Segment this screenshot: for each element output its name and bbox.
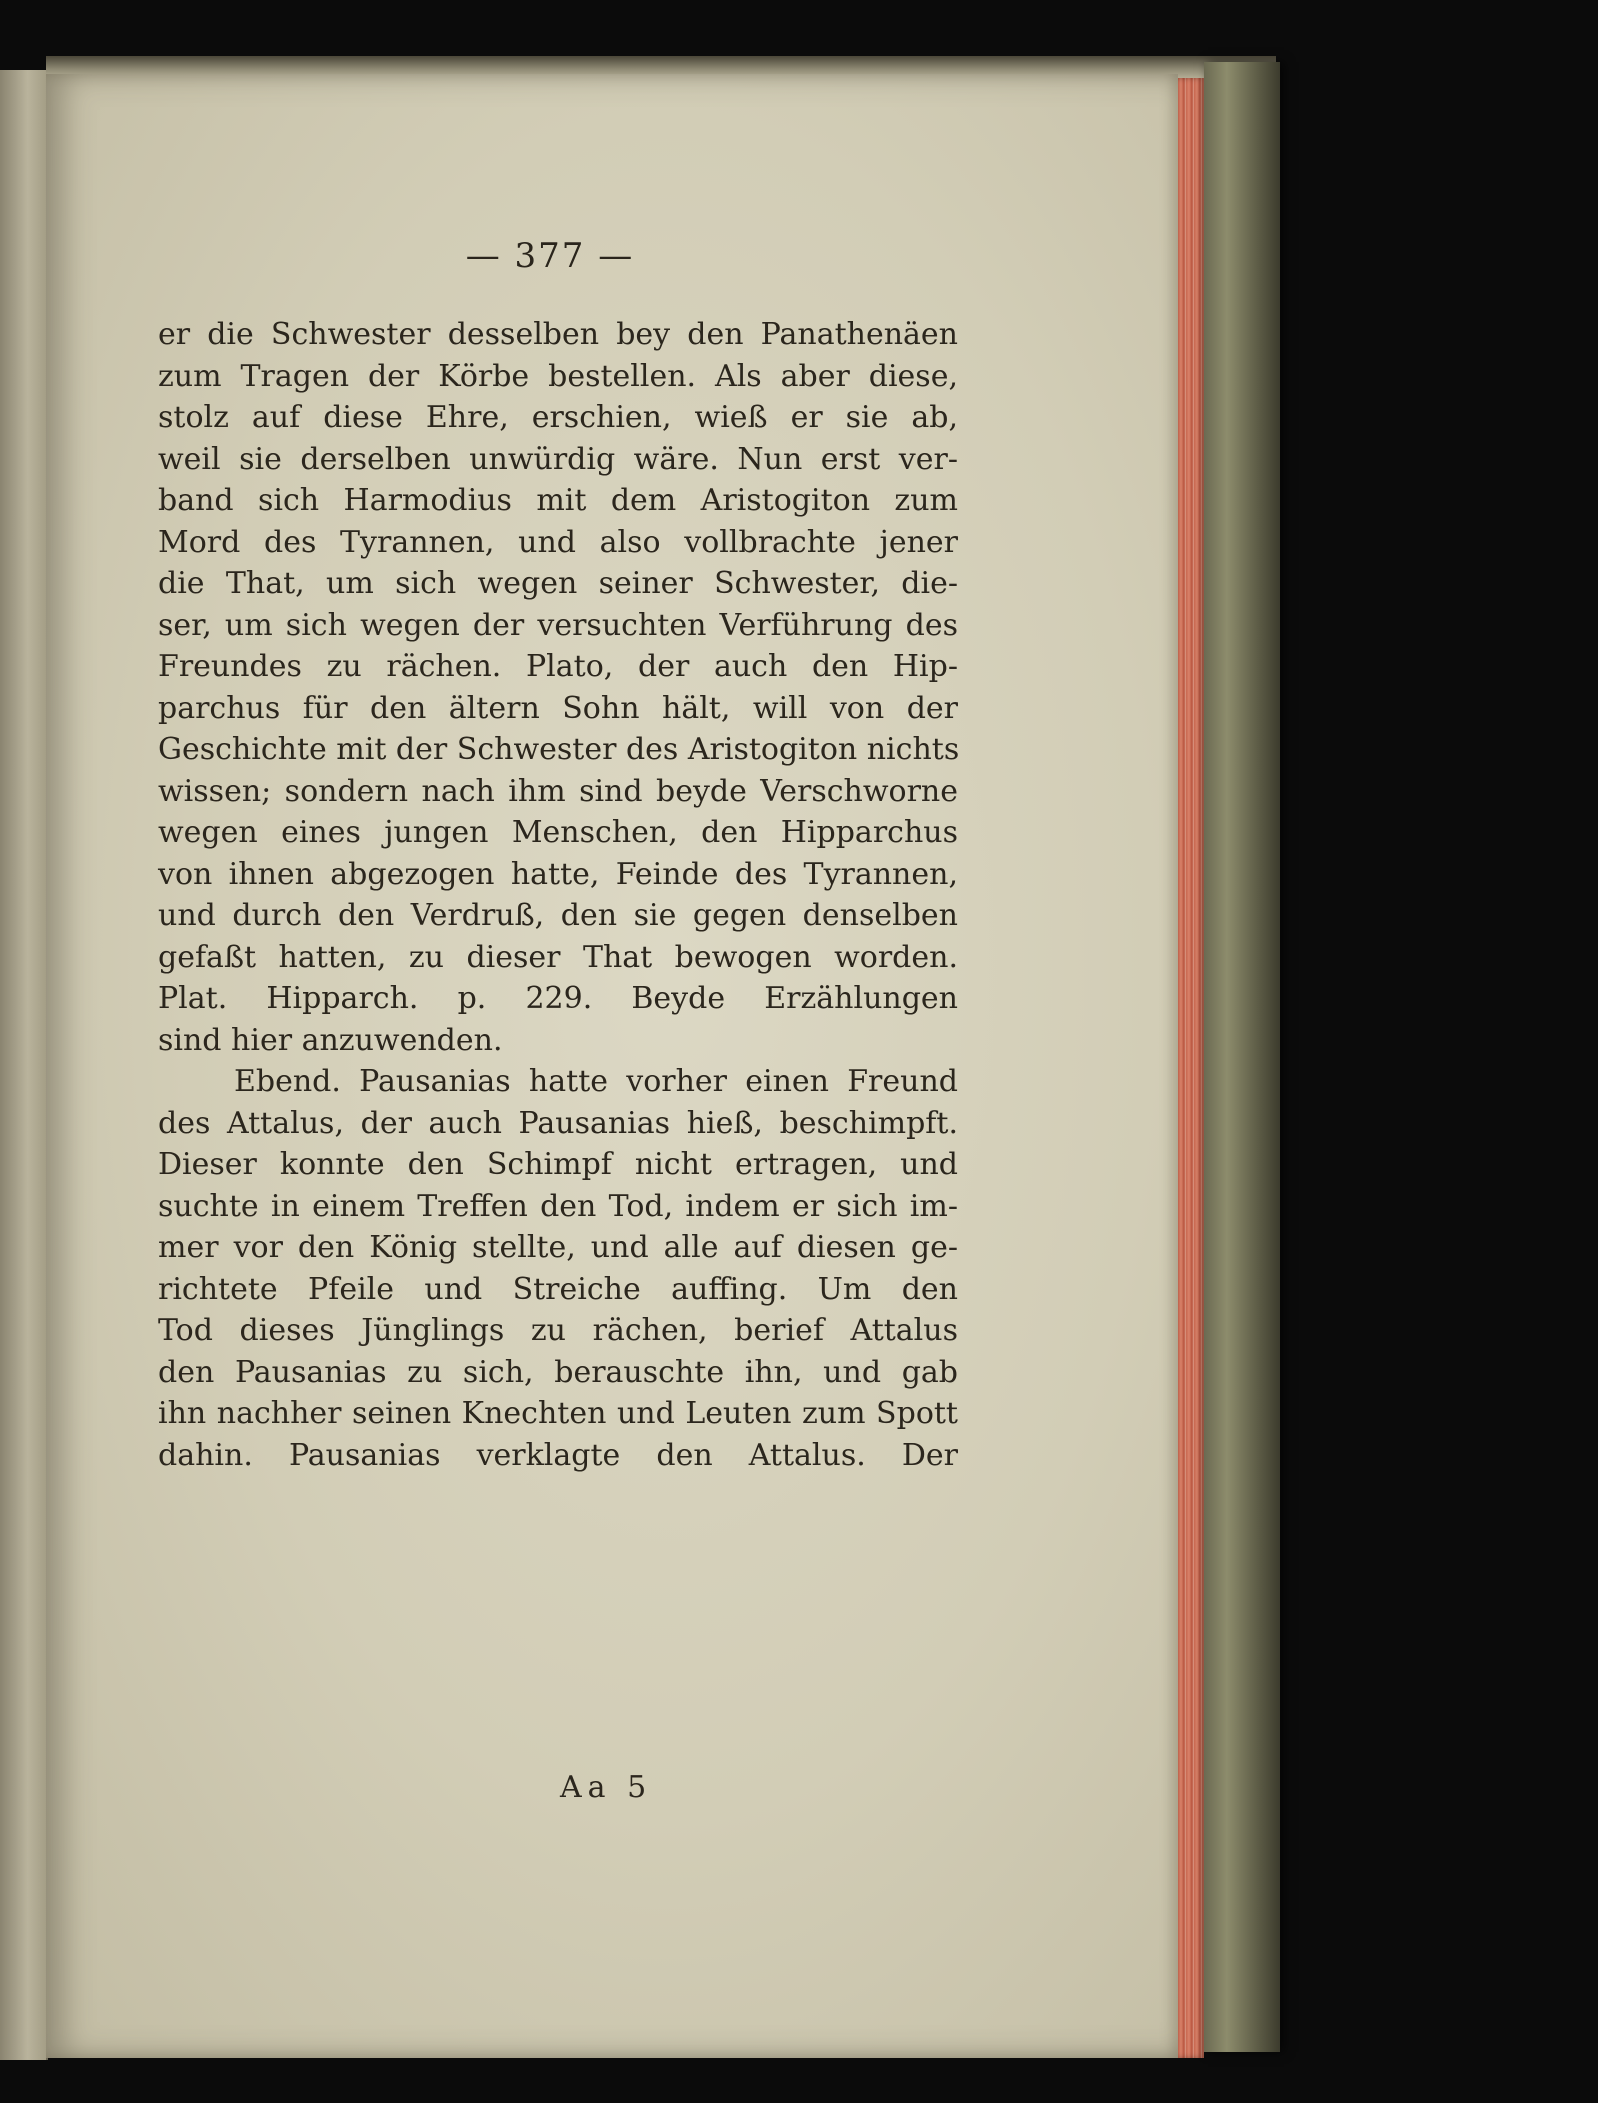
text-line: mer vor den König stellte, und alle auf diesen ge-: [158, 1230, 958, 1265]
text-line: die That, um sich wegen seiner Schwester, die-: [158, 566, 958, 601]
text-line: sind hier anzuwenden.: [158, 1022, 503, 1058]
text-line: Freundes zu rächen. Plato, der auch den Hip-: [158, 649, 958, 684]
text-line: des Attalus, der auch Pausanias hieß, beschimpft.: [158, 1105, 958, 1141]
text-line: er die Schwester desselben bey den Panathenäen: [158, 317, 958, 352]
signature-mark: Aa 5: [560, 1770, 653, 1805]
text-line: suchte in einem Treffen den Tod, indem er sich im-: [158, 1188, 958, 1224]
text-line: und durch den Verdruß, den sie gegen denselben: [158, 898, 958, 933]
text-line: den Pausanias zu sich, berauschte ihn, und gab: [158, 1354, 958, 1390]
text-line: dahin. Pausanias verklagte den Attalus. Der: [158, 1437, 958, 1473]
page-number: — 377 —: [465, 236, 635, 276]
text-line: zum Tragen der Körbe bestellen. Als aber diese,: [158, 358, 958, 394]
red-page-edges: [1178, 78, 1204, 2058]
text-line: band sich Harmodius mit dem Aristogiton zum: [158, 483, 958, 518]
text-line: ihn nachher seinen Knechten und Leuten zum Spott: [158, 1396, 958, 1431]
text-line: weil sie derselben unwürdig wäre. Nun erst ver-: [158, 441, 958, 477]
text-line: Mord des Tyrannen, und also vollbrachte jener: [158, 524, 958, 560]
book-cover-board: [1204, 62, 1280, 2052]
text-line: Ebend. Pausanias hatte vorher einen Freund: [234, 1064, 958, 1099]
text-line: richtete Pfeile und Streiche auffing. Um den: [158, 1271, 958, 1307]
text-line: wissen; sondern nach ihm sind beyde Verschworne: [158, 773, 958, 809]
text-line: gefaßt hatten, zu dieser That bewogen worden.: [158, 939, 958, 975]
text-line: Dieser konnte den Schimpf nicht ertragen, und: [158, 1147, 958, 1182]
text-line: ser, um sich wegen der versuchten Verführung des: [158, 607, 958, 643]
page-text: [158, 314, 958, 1476]
text-line: Tod dieses Jünglings zu rächen, berief Attalus: [158, 1313, 958, 1348]
text-line: stolz auf diese Ehre, erschien, wieß er sie ab,: [158, 400, 958, 435]
left-page-edge: [0, 70, 48, 2060]
text-line: parchus für den ältern Sohn hält, will von der: [158, 690, 958, 726]
text-line: von ihnen abgezogen hatte, Feinde des Tyrannen,: [158, 856, 958, 892]
text-line: Plat. Hipparch. p. 229. Beyde Erzählungen: [158, 981, 958, 1016]
text-line: Geschichte mit der Schwester des Aristogiton nichts: [158, 732, 960, 767]
text-line: wegen eines jungen Menschen, den Hipparchus: [158, 815, 958, 850]
